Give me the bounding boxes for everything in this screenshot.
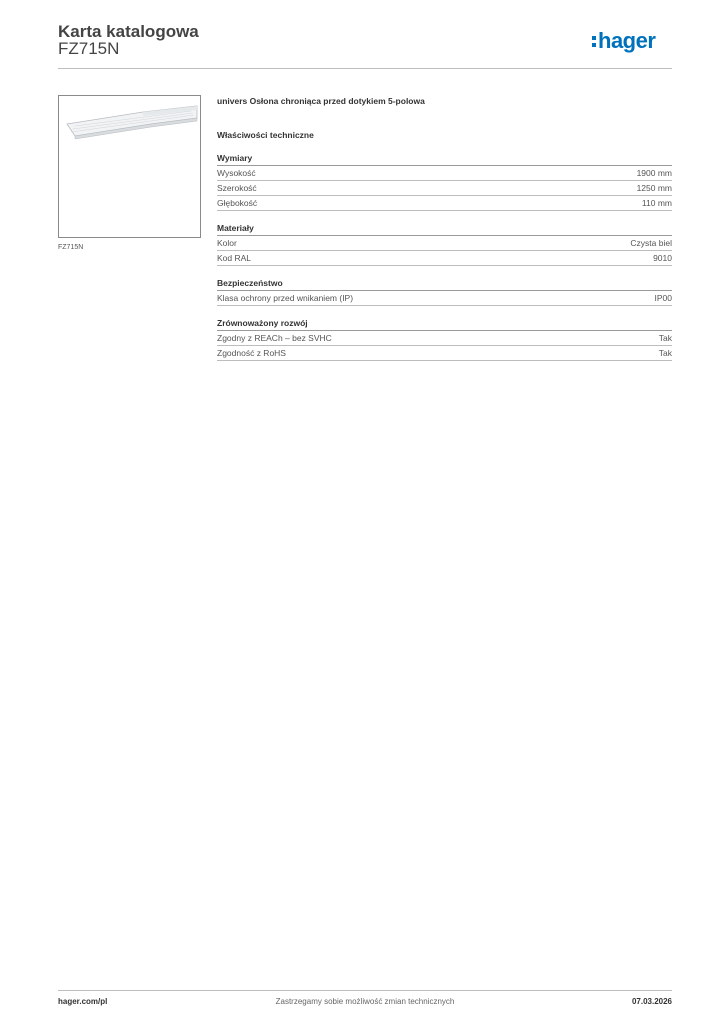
logo-text: hager: [598, 28, 656, 53]
property-row: [217, 196, 672, 211]
property-value: 9010: [653, 253, 672, 263]
footer-divider: [58, 990, 672, 991]
header-divider: [58, 68, 672, 69]
property-row: [217, 181, 672, 196]
product-title: univers Osłona chroniąca przed dotykiem 5-polowa: [217, 96, 425, 106]
footer-disclaimer: Zastrzegamy sobie możliwość zmian technicznych: [275, 997, 455, 1006]
hager-logo: [592, 28, 672, 54]
product-code: FZ715N: [58, 39, 120, 58]
property-row: [217, 291, 672, 306]
group-title: Zrównoważony rozwój: [217, 317, 672, 331]
property-label: Zgodny z REACh – bez SVHC: [217, 333, 332, 343]
footer-website-link[interactable]: hager.com/pl: [58, 997, 108, 1006]
group-sustainability: [217, 317, 672, 361]
property-label: Klasa ochrony przed wnikaniem (IP): [217, 293, 354, 303]
property-value: Tak: [658, 348, 672, 358]
group-safety: [217, 277, 672, 306]
property-value: 110 mm: [641, 198, 672, 208]
image-caption: FZ715N: [58, 244, 84, 251]
page-footer: [58, 997, 672, 1011]
group-title: Wymiary: [217, 152, 672, 166]
property-groups: [217, 152, 672, 361]
property-value: Czysta biel: [630, 238, 672, 248]
document-title: Karta katalogowa: [58, 22, 199, 41]
product-image: [58, 95, 201, 238]
property-value: 1250 mm: [636, 183, 672, 193]
group-materials: [217, 222, 672, 266]
technical-properties-heading: Właściwości techniczne: [217, 130, 314, 140]
property-row: [217, 251, 672, 266]
product-details: [217, 95, 672, 361]
cover-panel-illustration: [59, 96, 200, 237]
group-title: Materiały: [217, 222, 672, 236]
property-row: [217, 331, 672, 346]
property-row: [217, 236, 672, 251]
property-value: 1900 mm: [636, 168, 672, 178]
property-label: Zgodność z RoHS: [217, 348, 286, 358]
property-row: [217, 346, 672, 361]
group-title: Bezpieczeństwo: [217, 277, 672, 291]
property-label: Kolor: [217, 238, 237, 248]
property-label: Wysokość: [217, 168, 256, 178]
group-dimensions: [217, 152, 672, 211]
footer-date: 07.03.2026: [631, 997, 672, 1006]
property-label: Głębokość: [217, 198, 258, 208]
page-header: [58, 22, 672, 68]
property-value: Tak: [658, 333, 672, 343]
property-label: Kod RAL: [217, 253, 252, 263]
property-label: Szerokość: [217, 183, 257, 193]
property-value: IP00: [654, 293, 672, 303]
property-row: [217, 166, 672, 181]
